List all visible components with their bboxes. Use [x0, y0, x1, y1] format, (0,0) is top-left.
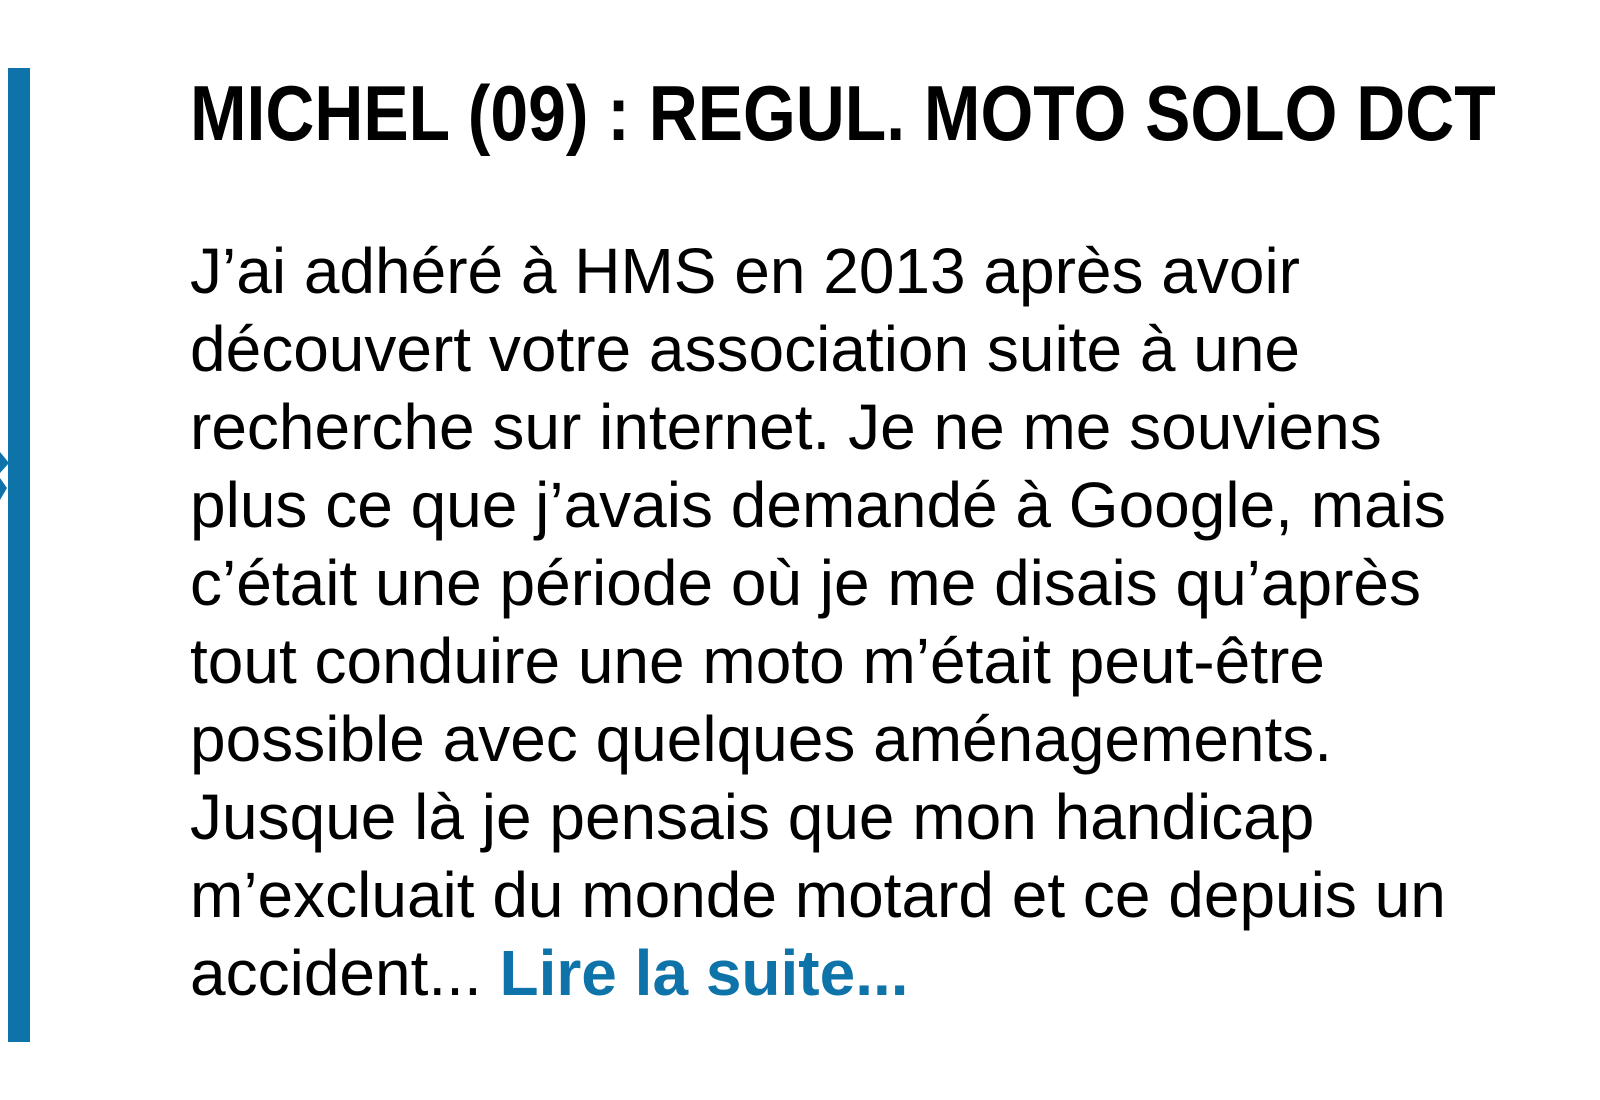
body-line: plus ce que j’avais demandé à Google, mais	[190, 469, 1446, 541]
body-line: découvert votre association suite à une	[190, 313, 1300, 385]
accent-bar	[8, 68, 30, 1042]
body-line-last	[190, 934, 1446, 1012]
read-more-link[interactable]: Lire la suite...	[499, 937, 909, 1009]
body-line: J’ai adhéré à HMS en 2013 après avoir	[190, 235, 1300, 307]
body-line: c’était une période où je me disais qu’après	[190, 547, 1421, 619]
body-line-end: accident...	[190, 937, 500, 1009]
body-line: m’excluait du monde motard et ce depuis un	[190, 859, 1446, 931]
body-line: Jusque là je pensais que mon handicap	[190, 781, 1315, 853]
body-line: tout conduire une moto m’était peut-être	[190, 625, 1325, 697]
edge-mark-icon	[0, 446, 10, 506]
article-body	[190, 232, 1446, 1012]
page-title-wrap	[190, 69, 1600, 157]
body-line: recherche sur internet. Je ne me souviens	[190, 391, 1382, 463]
page-title: MICHEL (09) : REGUL. MOTO SOLO DCT	[190, 69, 1496, 157]
body-line: possible avec quelques aménagements.	[190, 703, 1333, 775]
